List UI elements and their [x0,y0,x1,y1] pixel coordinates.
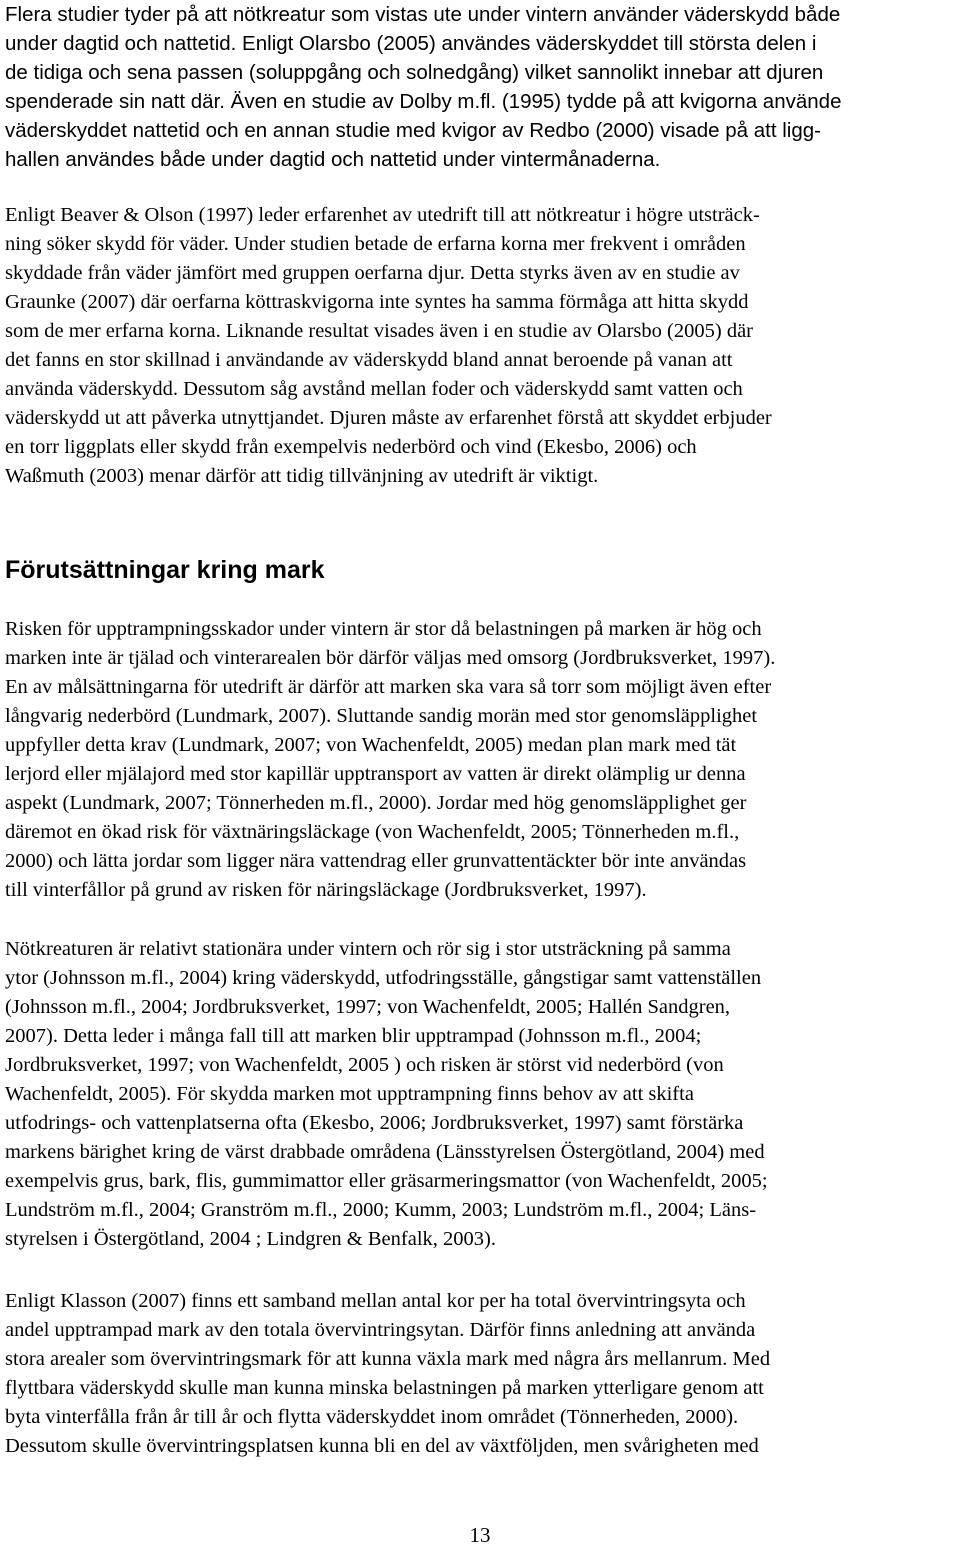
page-number: 13 [469,1523,491,1547]
text-line: skyddade från väder jämfört med gruppen oerfarna djur. Detta styrks även av en studie av [5,262,740,284]
text-line: Graunke (2007) där oerfarna köttraskvigorna inte syntes ha samma förmåga att hitta skydd [5,291,749,313]
text-line: som de mer erfarna korna. Liknande resultat visades även i en studie av Olarsbo (2005) där [5,320,753,342]
text-line: byta vinterfålla från år till år och flytta väderskyddet inom området (Tönnerheden, 2000). [5,1406,739,1428]
text-line: lerjord eller mjälajord med stor kapillär upptransport av vatten är direkt olämplig ur denna [5,763,746,785]
text-line: en torr liggplats eller skydd från exempelvis nederbörd och vind (Ekesbo, 2006) och [5,436,697,458]
text-line: stora arealer som övervintringsmark för att kunna växla mark med några års mellanrum. Med [5,1348,771,1370]
text-line: 2007). Detta leder i många fall till att marken blir upptrampad (Johnsson m.fl., 2004; [5,1025,702,1047]
text-line: använda väderskydd. Dessutom såg avstånd mellan foder och väderskydd samt vatten och [5,378,743,400]
text-line: Enligt Beaver & Olson (1997) leder erfarenhet av utedrift till att nötkreatur i högre utsträck- [5,204,760,226]
text-line: under dagtid och nattetid. Enligt Olarsbo (2005) användes väderskyddet till största delen i [5,32,817,55]
text-line: däremot en ökad risk för växtnäringsläckage (von Wachenfeldt, 2005; Tönnerheden m.fl., [5,821,740,843]
text-line: andel upptrampad mark av den totala övervintringsytan. Därför finns anledning att använda [5,1319,756,1341]
text-line: Dessutom skulle övervintringsplatsen kunna bli en del av växtföljden, men svårigheten med [5,1435,759,1457]
text-line: Wachenfeldt, 2005). För skydda marken mot upptrampning finns behov av att skifta [5,1083,694,1105]
text-line: Nötkreaturen är relativt stationära under vintern och rör sig i stor utsträckning på samma [5,938,731,960]
text-line: exempelvis grus, bark, flis, gummimattor eller gräsarmeringsmattor (von Wachenfeldt, 2005; [5,1170,768,1192]
text-line: uppfyller detta krav (Lundmark, 2007; von Wachenfeldt, 2005) medan plan mark med tät [5,734,737,756]
text-line: det fanns en stor skillnad i användande av väderskydd bland annat beroende på vanan att [5,349,733,371]
text-line: utfodrings- och vattenplatserna ofta (Ekesbo, 2006; Jordbruksverket, 1997) samt förstärka [5,1112,744,1134]
paragraph-klasson-study [5,1287,770,1461]
text-line: Jordbruksverket, 1997; von Wachenfeldt, 2005 ) och risken är störst vid nederbörd (von [5,1054,724,1076]
text-line: Risken för upptrampningsskador under vintern är stor då belastningen på marken är hög och [5,618,762,640]
text-line: 2000) och lätta jordar som ligger nära vattendrag eller grunvattentäckter bör inte användas [5,850,747,872]
section-heading: Förutsättningar kring mark [5,556,325,584]
text-line: Lundström m.fl., 2004; Granström m.fl., 2000; Kumm, 2003; Lundström m.fl., 2004; Läns- [5,1199,757,1221]
text-line: ytor (Johnsson m.fl., 2004) kring väderskydd, utfodringsställe, gångstigar samt vattenställen [5,967,762,989]
text-line: väderskydd ut att påverka utnyttjandet. Djuren måste av erfarenhet förstå att skyddet erbjuder [5,407,772,429]
text-line: marken inte är tjälad och vinterarealen bör därför väljas med omsorg (Jordbruksverket, 1997). [5,647,776,669]
text-line: Enligt Klasson (2007) finns ett samband mellan antal kor per ha total övervintringsyta och [5,1290,746,1312]
text-line: En av målsättningarna för utedrift är därför att marken ska vara så torr som möjligt även efter [5,676,772,698]
text-line: aspekt (Lundmark, 2007; Tönnerheden m.fl., 2000). Jordar med hög genomsläpplighet ger [5,792,747,814]
text-line: till vinterfållor på grund av risken för näringsläckage (Jordbruksverket, 1997). [5,879,647,901]
text-line: spenderade sin natt där. Även en studie av Dolby m.fl. (1995) tydde på att kvigorna använde [5,90,842,113]
text-line: de tidiga och sena passen (soluppgång och solnedgång) vilket sannolikt innebar att djuren [5,61,824,84]
text-line: väderskyddet nattetid och en annan studie med kvigor av Redbo (2000) visade på att ligg- [5,119,821,142]
text-line: hallen användes både under dagtid och nattetid under vintermånaderna. [5,148,661,171]
text-line: (Johnsson m.fl., 2004; Jordbruksverket, 1997; von Wachenfeldt, 2005; Hallén Sandgren, [5,996,731,1018]
paragraph-trampling-risk [5,615,775,905]
text-line: långvarig nederbörd (Lundmark, 2007). Sluttande sandig morän med stor genomsläpplighet [5,705,758,727]
paragraph-shelter-use [5,0,841,174]
text-line: flyttbara väderskydd skulle man kunna minska belastningen på marken ytterligare genom att [5,1377,764,1399]
paragraph-experience [5,201,772,491]
text-line: Flera studier tyder på att nötkreatur som vistas ute under vintern använder väderskydd både [5,3,841,26]
text-line: markens bärighet kring de värst drabbade områdena (Länsstyrelsen Östergötland, 2004) med [5,1141,765,1163]
paragraph-stationary-cattle [5,935,768,1254]
text-line: ning söker skydd för väder. Under studien betade de erfarna korna mer frekvent i områden [5,233,746,255]
text-line: Waßmuth (2003) menar därför att tidig tillvänjning av utedrift är viktigt. [5,465,599,487]
text-line: styrelsen i Östergötland, 2004 ; Lindgren & Benfalk, 2003). [5,1228,496,1250]
